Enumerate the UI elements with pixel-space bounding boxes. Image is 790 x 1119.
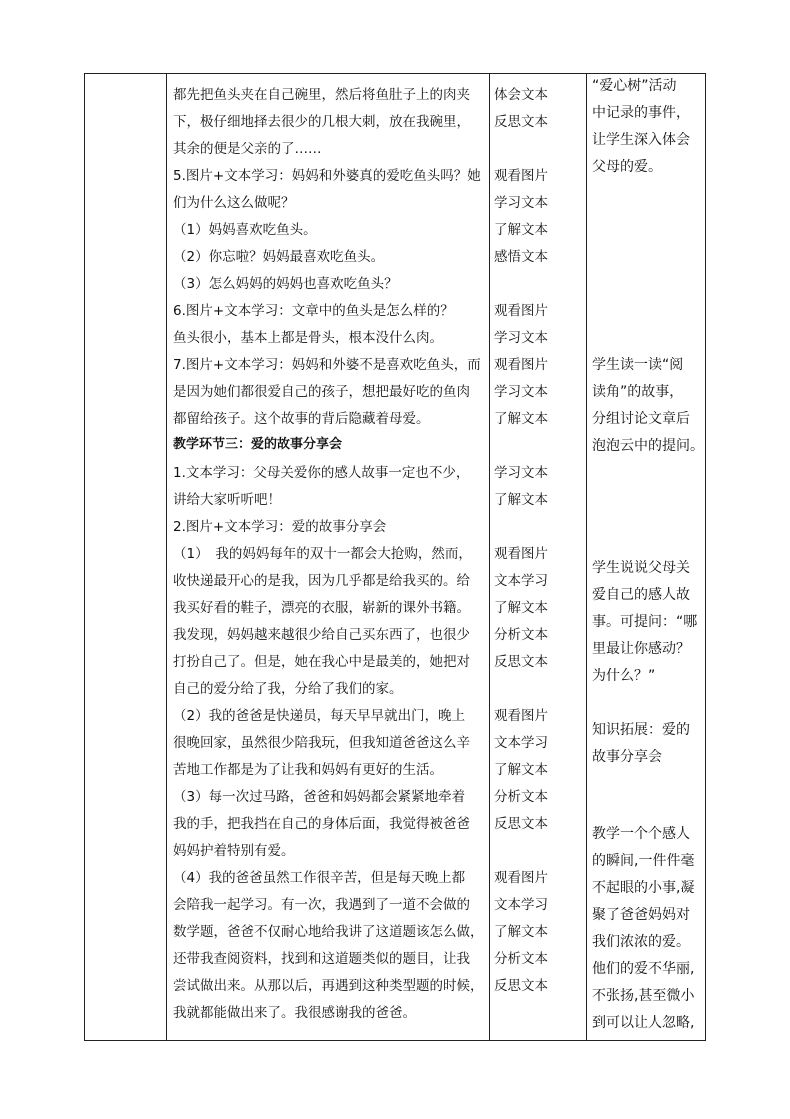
text-line: 反思文本 [494,654,548,670]
text-line: 分组讨论文章后 [592,411,690,427]
text-line: 知识拓展：爱的 [592,722,690,738]
text-line: 5.图片+文本学习：妈妈和外婆真的爱吃鱼头吗？她 [173,168,481,184]
text-line: 1.文本学习：父母关爱你的感人故事一定也不少， [173,465,470,481]
text-line: 其余的便是父亲的了…… [173,141,322,157]
text-line: 不起眼的小事,凝 [592,880,695,896]
text-line: 打扮自己了。但是，她在我心中是最美的，她把对 [173,654,470,670]
text-line: 文本学习 [494,573,548,589]
text-line: 会陪我一起学习。有一次，我遇到了一道不会做的 [173,897,470,913]
text-line: （2）我的爸爸是快递员，每天早早就出门，晚上 [173,708,466,724]
text-line: 中记录的事件， [592,105,690,121]
text-line: 学生说说父母关 [592,560,690,576]
text-line: 了解文本 [494,411,548,427]
text-line: 学习文本 [494,195,548,211]
text-line: 体会文本 [494,87,548,103]
text-line: 自己的爱分给了我，分给了我们的家。 [173,681,403,697]
text-line: 分析文本 [494,789,548,805]
text-line: 下，极仔细地择去很少的几根大刺，放在我碗里， [173,114,470,130]
text-line: 了解文本 [494,492,548,508]
text-line: 学习文本 [494,384,548,400]
text-line: （1） 我的妈妈每年的双十一都会大抢购，然而， [173,546,472,562]
text-line: （3）每一次过马路，爸爸和妈妈都会紧紧地牵着 [173,789,466,805]
text-line: 观看图片 [494,870,548,886]
text-line: 文本学习 [494,897,548,913]
text-line: 反思文本 [494,978,548,994]
text-line: 了解文本 [494,762,548,778]
text-line: 我们浓浓的爱。 [592,934,690,950]
text-line: 观看图片 [494,357,548,373]
text-line: 鱼头很小，基本上都是骨头，根本没什么肉。 [173,330,443,346]
text-line: 还带我查阅资料，找到和这道题类似的题目，让我 [173,951,470,967]
text-line: 爱自己的感人故 [592,587,690,603]
text-line: 我的手，把我挡在自己的身体后面，我觉得被爸爸 [173,816,470,832]
text-line: 是因为她们都很爱自己的孩子，想把最好吃的鱼肉 [173,384,470,400]
text-line: 文本学习 [494,735,548,751]
text-line: 的瞬间,一件件毫 [592,853,695,869]
text-line: 教学一个个感人 [592,826,690,842]
text-line: 学生读一读“阅 [592,357,684,373]
text-line: “爱心树”活动 [592,78,677,94]
text-line: 7.图片+文本学习：妈妈和外婆不是喜欢吃鱼头，而 [173,357,481,373]
text-line: 为什么？” [592,668,656,684]
text-line: 读角”的故事， [592,384,684,400]
text-line: 反思文本 [494,816,548,832]
section-heading: 教学环节三：爱的故事分享会 [173,437,343,452]
text-line: 泡泡云中的提问。 [592,438,704,454]
text-line: 反思文本 [494,114,548,130]
text-line: 观看图片 [494,168,548,184]
column-divider [489,74,490,1040]
text-line: 苦地工作都是为了让我和妈妈有更好的生活。 [173,762,443,778]
text-line: 我买好看的鞋子，漂亮的衣服，崭新的课外书籍。 [173,600,470,616]
text-line: 都留给孩子。这个故事的背后隐藏着母爱。 [173,411,430,427]
text-line: 妈妈护着特别有爱。 [173,843,295,859]
text-line: 父母的爱。 [592,159,662,175]
column-divider [166,74,167,1040]
text-line: 观看图片 [494,546,548,562]
text-line: 都先把鱼头夹在自己碗里，然后将鱼肚子上的肉夹 [173,87,470,103]
lesson-plan-table [84,73,706,1041]
text-line: 故事分享会 [592,749,662,765]
text-line: 们为什么这么做呢？ [173,195,295,211]
text-line: 观看图片 [494,303,548,319]
text-line: 不张扬,甚至微小 [592,988,695,1004]
text-line: 了解文本 [494,600,548,616]
text-line: （1）妈妈喜欢吃鱼头。 [173,222,317,238]
text-line: 让学生深入体会 [592,132,690,148]
text-line: 到可以让人忽略, [592,1015,695,1031]
text-line: 尝试做出来。从那以后，再遇到这种类型题的时候， [173,978,484,994]
text-line: 分析文本 [494,627,548,643]
text-line: 观看图片 [494,708,548,724]
text-line: 讲给大家听听吧！ [173,492,281,508]
text-line: 感悟文本 [494,249,548,265]
text-line: 里最让你感动？ [592,641,690,657]
text-line: 了解文本 [494,222,548,238]
text-line: 学习文本 [494,330,548,346]
text-line: 很晚回家，虽然很少陪我玩，但我知道爸爸这么辛 [173,735,470,751]
text-line: 他们的爱不华丽, [592,961,695,977]
text-line: （4）我的爸爸虽然工作很辛苦，但是每天晚上都 [173,870,466,886]
text-line: 学习文本 [494,465,548,481]
column-divider [586,74,587,1040]
text-line: 分析文本 [494,951,548,967]
text-line: （3）怎么妈妈的妈妈也喜欢吃鱼头？ [173,276,398,292]
text-line: 收快递最开心的是我，因为几乎都是给我买的。给 [173,573,470,589]
text-line: （2）你忘啦？妈妈最喜欢吃鱼头。 [173,249,385,265]
text-line: 聚了爸爸妈妈对 [592,907,690,923]
text-line: 事。可提问：“哪 [592,614,698,630]
text-line: 我发现，妈妈越来越很少给自己买东西了，也很少 [173,627,470,643]
text-line: 2.图片+文本学习：爱的故事分享会 [173,519,387,535]
text-line: 我就都能做出来了。我很感谢我的爸爸。 [173,1005,416,1021]
text-line: 了解文本 [494,924,548,940]
text-line: 数学题，爸爸不仅耐心地给我讲了这道题该怎么做， [173,924,484,940]
text-line: 6.图片+文本学习：文章中的鱼头是怎么样的？ [173,303,454,319]
